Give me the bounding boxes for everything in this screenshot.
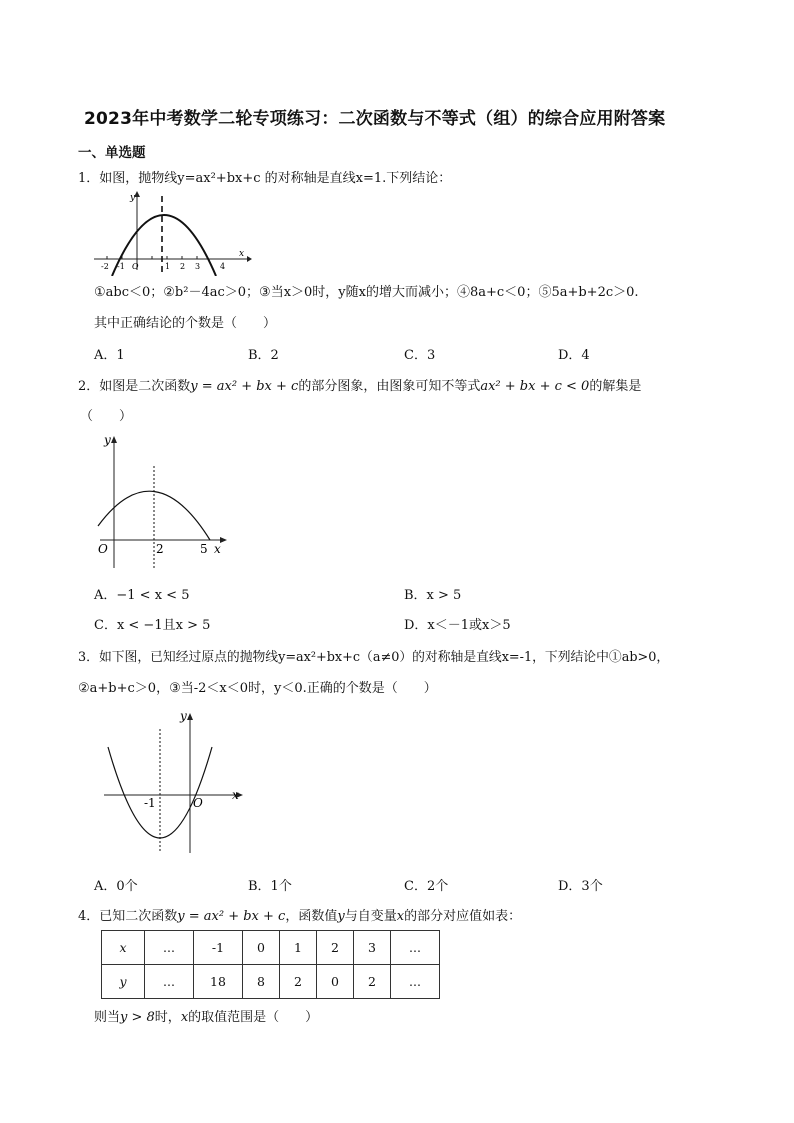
q2-graph bbox=[92, 430, 232, 570]
q2-option-d[interactable]: D．x＜－1或x＞5 bbox=[404, 618, 511, 633]
table-cell: ... bbox=[145, 965, 194, 999]
q4-follow-var-x: x bbox=[180, 1010, 189, 1025]
q2-origin-label: O bbox=[98, 542, 108, 556]
document-title: 2023年中考数学二轮专项练习：二次函数与不等式（组）的综合应用附答案 bbox=[84, 109, 666, 129]
q2-option-a[interactable]: A．−1 < x < 5 bbox=[94, 588, 190, 603]
q3-option-b[interactable]: B．1个 bbox=[248, 879, 292, 894]
q4-stem-post: 的部分对应值如表： bbox=[404, 909, 522, 924]
q4-follow-mid: 时， bbox=[154, 1010, 181, 1025]
q4-function: y = ax² + bx + c bbox=[177, 909, 286, 924]
q1-y-label: y bbox=[130, 193, 136, 203]
q1-option-d[interactable]: D．4 bbox=[558, 348, 590, 363]
table-cell: 3 bbox=[354, 931, 391, 965]
q2-stem-mid: 的部分图象，由图象可知不等式 bbox=[298, 379, 481, 394]
q4-value-table bbox=[101, 930, 440, 999]
q4-var-x: x bbox=[396, 909, 405, 924]
q3-stem-continued: ②a+b+c＞0，③当-2＜x＜0时，y＜0.正确的个数是（ ） bbox=[78, 681, 437, 696]
table-cell: ... bbox=[391, 965, 440, 999]
q1-tick-label: 3 bbox=[195, 262, 201, 271]
q3-origin-label: O bbox=[193, 796, 203, 810]
q3-option-c[interactable]: C．2个 bbox=[404, 879, 449, 894]
table-cell: y bbox=[102, 965, 145, 999]
q3-graph bbox=[100, 705, 250, 855]
q3-option-a[interactable]: A．0个 bbox=[94, 879, 138, 894]
q3-x-label: x bbox=[232, 788, 239, 802]
table-cell: 2 bbox=[317, 931, 354, 965]
q2-tick-label: 2 bbox=[156, 542, 164, 556]
q2-option-b[interactable]: B．x > 5 bbox=[404, 588, 462, 603]
q1-tick-label: -2 bbox=[101, 262, 109, 271]
table-cell: 0 bbox=[243, 931, 280, 965]
q2-y-label: y bbox=[104, 433, 111, 447]
q1-tick-label: 2 bbox=[180, 262, 186, 271]
q1-option-b[interactable]: B．2 bbox=[248, 348, 279, 363]
q1-tick-label: 4 bbox=[220, 262, 226, 271]
q1-graph bbox=[92, 188, 252, 276]
table-cell: 18 bbox=[194, 965, 243, 999]
q4-var-y: y bbox=[337, 909, 345, 924]
q1-tick-label: O bbox=[132, 262, 139, 271]
q1-question: 其中正确结论的个数是（ ） bbox=[94, 316, 277, 331]
table-cell: 8 bbox=[243, 965, 280, 999]
q3-y-label: y bbox=[180, 709, 187, 723]
table-cell: ... bbox=[391, 931, 440, 965]
q2-stem bbox=[78, 375, 641, 394]
q2-tick-label: 5 bbox=[200, 542, 208, 556]
table-row bbox=[102, 965, 440, 999]
q1-conditions: ①abc＜0；②b²－4ac＞0；③当x＞0时，y随x的增大而减小；④8a+c＜0；⑤5a+b+2c＞0. bbox=[94, 285, 639, 300]
q2-function: y = ax² + bx + c bbox=[190, 379, 299, 394]
q4-stem-pre: 4．已知二次函数 bbox=[78, 909, 178, 924]
table-cell: 0 bbox=[317, 965, 354, 999]
q3-parabola bbox=[108, 747, 212, 838]
section-heading: 一、单选题 bbox=[78, 145, 146, 161]
q4-follow-pre: 则当 bbox=[94, 1010, 121, 1025]
table-cell: x bbox=[102, 931, 145, 965]
q2-option-c[interactable]: C．x < −1且x > 5 bbox=[94, 618, 211, 633]
q4-follow-up bbox=[94, 1006, 318, 1025]
q1-tick-label: -1 bbox=[117, 262, 125, 271]
q4-stem-mid: ，函数值 bbox=[285, 909, 338, 924]
q3-option-d[interactable]: D．3个 bbox=[558, 879, 603, 894]
q3-stem: 3．如下图，已知经过原点的抛物线y=ax²+bx+c（a≠0）的对称轴是直线x=-1，下列结论中①ab>0， bbox=[78, 650, 670, 665]
q3-tick-label: -1 bbox=[144, 796, 156, 810]
table-cell: ... bbox=[145, 931, 194, 965]
q4-condition: y > 8 bbox=[120, 1010, 155, 1025]
q2-inequality: ax² + bx + c < 0 bbox=[480, 379, 590, 394]
q4-follow-post: 的取值范围是（ ） bbox=[188, 1010, 319, 1025]
table-cell: 1 bbox=[280, 931, 317, 965]
q1-option-c[interactable]: C．3 bbox=[404, 348, 436, 363]
q1-parabola bbox=[112, 215, 216, 276]
table-cell: -1 bbox=[194, 931, 243, 965]
table-cell: 2 bbox=[354, 965, 391, 999]
q1-stem: 1．如图，抛物线y=ax²+bx+c 的对称轴是直线x=1.下列结论： bbox=[78, 171, 452, 186]
q4-stem-mid2: 与自变量 bbox=[344, 909, 397, 924]
q2-stem-post: 的解集是 bbox=[589, 379, 642, 394]
table-cell: 2 bbox=[280, 965, 317, 999]
q2-answer-paren: （ ） bbox=[80, 409, 133, 424]
q1-tick-label: 1 bbox=[165, 262, 171, 271]
q1-x-label: x bbox=[239, 249, 245, 259]
q1-option-a[interactable]: A．1 bbox=[94, 348, 125, 363]
q4-stem bbox=[78, 905, 521, 924]
table-row bbox=[102, 931, 440, 965]
q2-stem-pre: 2．如图是二次函数 bbox=[78, 379, 191, 394]
q2-x-label: x bbox=[214, 542, 221, 556]
